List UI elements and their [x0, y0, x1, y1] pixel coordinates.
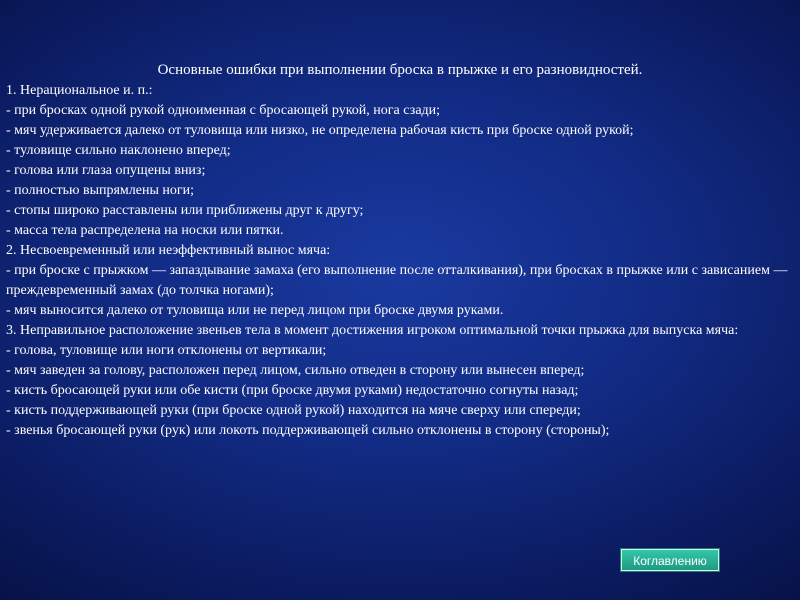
content-line: - при бросках одной рукой одноименная с бросающей рукой, нога сзади; [6, 103, 441, 118]
content-line: - масса тела распределена на носки или пятки. [6, 223, 284, 238]
content-line: - голова, туловище или ноги отклонены от вертикали; [6, 343, 327, 358]
content-line: - кисть поддерживающей руки (при броске одной рукой) находится на мяче сверху или спереди; [6, 403, 581, 418]
content-line: - полностью выпрямлены ноги; [6, 183, 194, 198]
content-line: - мяч заведен за голову, расположен перед лицом, сильно отведен в сторону или вынесен вперед; [6, 363, 585, 378]
content-line: - кисть бросающей руки или обе кисти (при броске двумя руками) недостаточно согнуты назад; [6, 383, 579, 398]
content-line: - при броске с прыжком — запаздывание замаха (его выполнение после отталкивания), при бросках в прыжке или с зависанием — преждевременный замах (до толчка ногами); [6, 263, 788, 298]
slide-title: Основные ошибки при выполнении броска в прыжке и его разновидностей. [157, 62, 643, 78]
content-line: - звенья бросающей руки (рук) или локоть поддерживающей сильно отклонены в сторону (стороны); [6, 423, 610, 438]
content-line: 2. Несвоевременный или неэффективный вынос мяча: [6, 243, 331, 258]
slide-content [6, 81, 790, 441]
content-line: 1. Нерациональное и. п.: [6, 83, 153, 98]
content-line: - мяч удерживается далеко от туловища или низко, не определена рабочая кисть при броске одной рукой; [6, 123, 634, 138]
content-line: - стопы широко расставлены или приближены друг к другу; [6, 203, 364, 218]
content-line: - мяч выносится далеко от туловища или не перед лицом при броске двумя руками. [6, 303, 504, 318]
table-of-contents-button[interactable]: Коглавлению [621, 549, 719, 571]
content-line: - голова или глаза опущены вниз; [6, 163, 206, 178]
content-line: 3. Неправильное расположение звеньев тела в момент достижения игроком оптимальной точки прыжка для выпуска мяча: [6, 323, 739, 338]
content-line: - туловище сильно наклонено вперед; [6, 143, 231, 158]
